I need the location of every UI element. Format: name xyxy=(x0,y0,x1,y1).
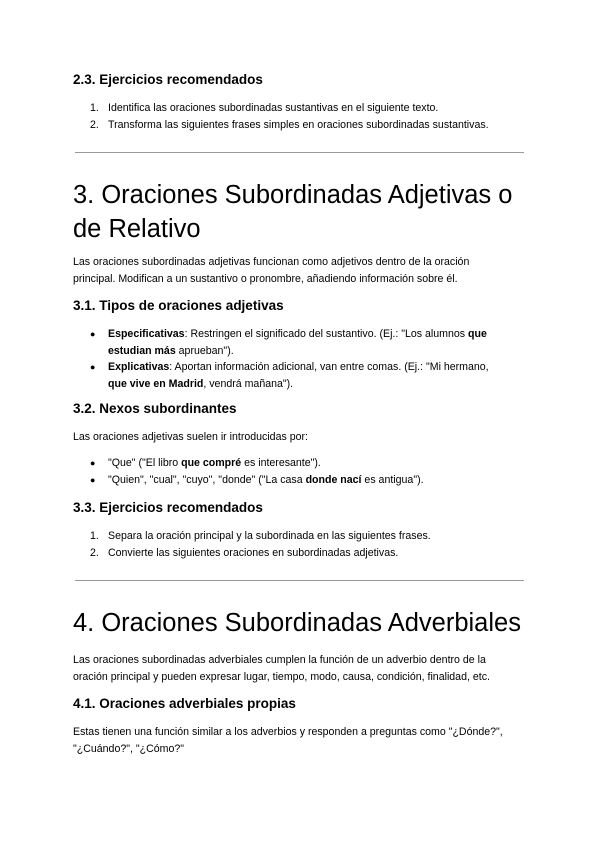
section-4-1-heading: 4.1. Oraciones adverbiales propias xyxy=(73,696,296,711)
list-item: 1. Identifica las oraciones subordinadas sustantivas en el siguiente texto. xyxy=(90,102,439,114)
list-item: 1. Separa la oración principal y la subordinada en las siguientes frases. xyxy=(90,530,431,542)
section-4-intro: Las oraciones subordinadas adverbiales cumplen la función de un adverbio dentro de la oración principal y pueden expresar lugar, tiempo, modo, causa, condición, finalidad, etc. xyxy=(73,654,490,683)
list-item: ● "Quien", "cual", "cuyo", "donde" ("La casa donde nací es antigua"). xyxy=(90,473,424,486)
list-item: 2. Transforma las siguientes frases simples en oraciones subordinadas sustantivas. xyxy=(90,118,489,131)
section-4-title: 4. Oraciones Subordinadas Adverbiales xyxy=(73,609,521,637)
section-3-1-heading: 3.1. Tipos de oraciones adjetivas xyxy=(73,298,284,313)
section-2-3-list xyxy=(73,100,533,133)
list-item: 2. Convierte las siguientes oraciones en subordinadas adjetivas. xyxy=(90,546,399,559)
divider xyxy=(75,580,524,581)
section-3-2-heading: 3.2. Nexos subordinantes xyxy=(73,401,237,416)
section-4-1-text: Estas tienen una función similar a los adverbios y responden a preguntas como "¿Dónde?", "¿Cuándo?", "¿Cómo?" xyxy=(73,726,503,755)
section-3-title: 3. Oraciones Subordinadas Adjetivas o de Relativo xyxy=(73,181,513,243)
list-item: ● "Que" ("El libro que compré es interesante"). xyxy=(90,457,321,469)
section-3-2-list xyxy=(73,455,533,488)
section-3-3-list xyxy=(73,528,533,561)
section-3-2-intro: Las oraciones adjetivas suelen ir introducidas por: xyxy=(73,431,308,443)
section-3-1-list xyxy=(73,326,533,392)
list-item: ● Especificativas: Restringen el significado del sustantivo. (Ej.: "Los alumnos que estudian más aprueban"). xyxy=(90,328,487,357)
section-3-intro: Las oraciones subordinadas adjetivas funcionan como adjetivos dentro de la oración principal. Modifican a un sustantivo o pronombre, añadiendo información sobre él. xyxy=(73,256,470,285)
divider xyxy=(75,152,524,153)
section-3-3-heading: 3.3. Ejercicios recomendados xyxy=(73,500,263,515)
list-item: ● Explicativas: Aportan información adicional, van entre comas. (Ej.: "Mi hermano, que vive en Madrid, vendrá mañana"). xyxy=(90,361,489,390)
section-2-3-heading: 2.3. Ejercicios recomendados xyxy=(73,72,263,87)
